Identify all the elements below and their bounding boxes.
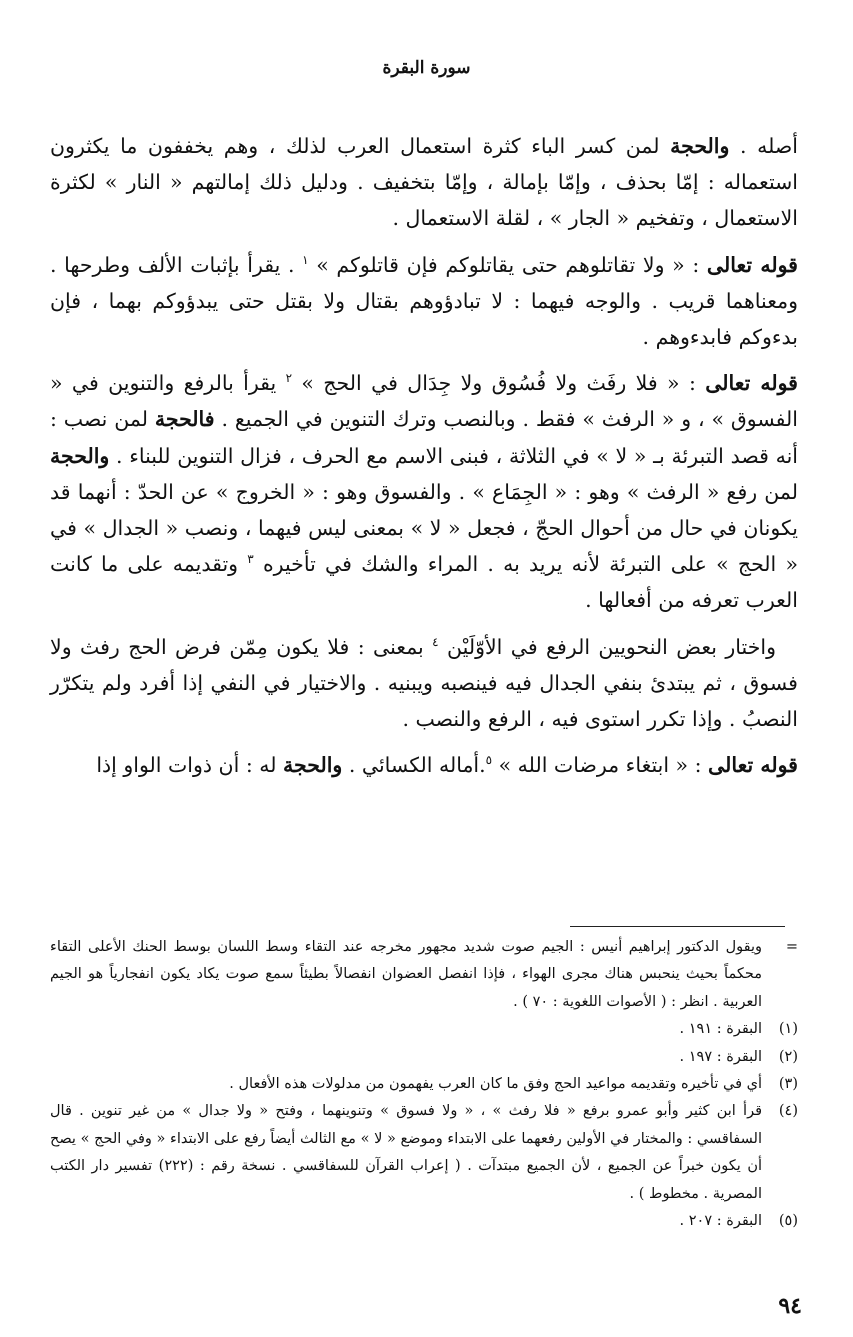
bold-term: قوله تعالى (708, 753, 798, 778)
running-header: سورة البقرة (382, 58, 471, 78)
text-segment: له : أن ذوات الواو إذا (96, 753, 283, 778)
footnote-4 (50, 1098, 798, 1208)
text-segment: يقرأ بالرفع والتنوين في « الفسوق » ، و « الرفث » فقط . وبالنصب وترك التنوين في الجميع . (50, 371, 798, 432)
footnote-text: البقرة : ٢٠٧ . (679, 1213, 762, 1230)
text-segment: وتقديمه على ما كانت العرب تعرفه من أفعالها . (50, 552, 798, 613)
bold-term: والحجة (50, 443, 110, 468)
footnote-text: البقرة : ١٩١ . (679, 1021, 762, 1038)
text-segment: : « ابتغاء مرضات الله » (492, 753, 709, 778)
footnote-2 (50, 1044, 798, 1071)
bold-term: والحجة (283, 753, 343, 778)
paragraph-4 (50, 629, 798, 738)
text-segment: لمن رفع « الرفث » وهو : « الجِمَاع » . والفسوق وهو : « الخروج » عن الحدّ : أنهما قد يكونان في حال من أحوال الحجّ ، فجعل « لا » بمعنى ليس فيهما ، ونصب « الجدال » في « الحج » على التبرئة لأنه يريد به . المراء والشك في تأخيره (50, 479, 798, 577)
text-segment: . يقرأ بإثبات الألف وطرحها . ومعناهما قريب . والوجه فيهما : لا تبادؤوهم بقتال ولا بقتل حتى يبدؤوكم بهما ، فإن بدءوكم فابدءوهم . (50, 252, 798, 350)
page-number: ٩٤ (778, 1293, 802, 1319)
text-segment: : « فلا رفَث ولا فُسُوق ولا جِدَال في الحج » (292, 371, 706, 396)
footnote-number: = (785, 939, 798, 955)
footnote-ref: ٣ (247, 552, 254, 567)
footnote-number: (١) (778, 1021, 798, 1038)
footnote-5 (50, 1208, 798, 1235)
footnote-text: قرأ ابن كثير وأبو عمرو برفع « فلا رفث » ، « ولا فسوق » وتنوينهما ، وفتح « ولا جدال » من غير تنوين . قال السفاقسي : والمختار في الأولين رفعهما على الابتداء وموضع « لا » مع الثالث أيضاً رفع على الابتداء « وفي الحج » يصح أن يكون خبراً عن الجميع ، لأن الجميع مبتدآت . ( إعراب القرآن للسفاقسي . نسخة رقم : (٢٢٢) تفسير دار الكتب المصرية . مخطوط ) . (50, 1103, 762, 1202)
paragraph-3 (50, 365, 798, 618)
bold-term: فالحجة (154, 407, 215, 432)
footnote-ref: ٤ (432, 634, 439, 649)
main-text (50, 128, 798, 793)
footnote-separator (570, 926, 785, 927)
paragraph-5 (50, 747, 798, 783)
paragraph-2 (50, 247, 798, 356)
footnote-number: (٥) (778, 1213, 798, 1230)
text-segment: لمن كسر الباء كثرة استعمال العرب لذلك ، وهم يخففون ما يكثرون استعماله : إمّا بحذف ، وإمّا بإمالة ، وإمّا بتخفيف . ودليل ذلك إمالتهم « النار » لكثرة الاستعمال ، وتفخيم « الجار » ، لقلة الاستعمال . (50, 134, 798, 231)
bold-term: قوله تعالى (705, 371, 798, 396)
footnote-3 (50, 1071, 798, 1098)
text-segment: بمعنى : فلا يكون مِمّن فرض الحج رفث ولا فسوق ، ثم يبتدئ بنفي الجدال فيه فينصبه ويبنيه . والاختيار في النفي إذا أفرد ولم يتكرّر النصبُ . وإذا تكرر استوى فيه ، الرفع والنصب . (50, 634, 798, 732)
footnote-ref: ٥ (485, 753, 493, 768)
text-segment: لمن نصب : أنه قصد التبرئة بـ « لا » في الثلاثة ، فبنى الاسم مع الحرف ، فزال التنوين للبناء . (50, 407, 798, 468)
footnotes (50, 934, 798, 1235)
text-segment: أصله . (729, 134, 798, 158)
text-segment: : « ولا تقاتلوهم حتى يقاتلوكم فإن قاتلوكم » (308, 252, 707, 277)
footnote-number: (٤) (778, 1103, 798, 1120)
footnote-continuation (50, 934, 798, 1016)
footnote-text: البقرة : ١٩٧ . (679, 1048, 762, 1065)
bold-term: والحجة (670, 134, 730, 158)
footnote-ref: ١ (302, 252, 309, 267)
text-segment: .أماله الكسائي . (342, 753, 486, 778)
footnote-text: أي في تأخيره وتقديمه مواعيد الحج وفق ما كان العرب يفهمون من مدلولات هذه الأفعال . (229, 1076, 762, 1093)
footnote-number: (٢) (778, 1048, 798, 1065)
bold-term: قوله تعالى (706, 252, 798, 277)
footnote-1 (50, 1016, 798, 1043)
footnote-number: (٣) (778, 1076, 798, 1093)
text-segment: واختار بعض النحويين الرفع في الأوّلَيْن (438, 634, 777, 659)
paragraph-1 (50, 128, 798, 237)
footnote-ref: ٢ (285, 371, 293, 386)
footnote-text: ويقول الدكتور إبراهيم أنيس : الجيم صوت شديد مجهور مخرجه عند التقاء وسط اللسان بوسط الحنك الأعلى التقاء محكماً بحيث ينحبس هناك مجرى الهواء ، فإذا انفصل العضوان انفصالاً بطيئاً سمع صوت يكاد يكون انفجارياً هو الجيم العربية . انظر : ( الأصوات اللغوية : ٧٠ ) . (50, 939, 762, 1010)
